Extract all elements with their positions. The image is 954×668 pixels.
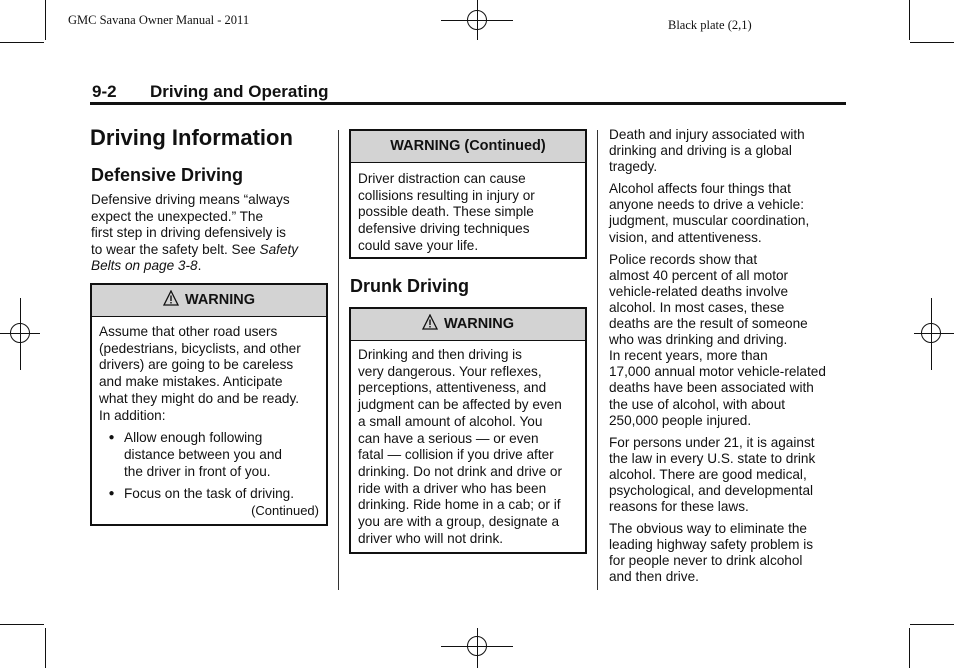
crop-mark (0, 42, 44, 43)
crop-mark (910, 42, 954, 43)
crop-mark (0, 624, 44, 625)
section-title: Driving and Operating (150, 82, 329, 101)
warning-box-drunk: WARNING Drinking and then driving is very dangerous. Your reflexes, perceptions, attentiveness, and judgment can be affected by even a small amount of alcohol. You can have a serious — or even fatal — collision if you drive after drinking. Do not drink and drive or ride with a driver who has been drinking. Ride home in a cab; or if you are with a group, designate a driver who will not drink. (349, 307, 587, 554)
page-title: Driving Information (90, 125, 293, 150)
plate-label: Black plate (2,1) (668, 18, 752, 32)
crop-mark (909, 628, 910, 668)
manual-title: GMC Savana Owner Manual - 2011 (68, 13, 250, 27)
warning-continued-header: WARNING (Continued) (351, 131, 585, 163)
warning-box-defensive: WARNING Assume that other road users (pedestrians, bicyclists, and other drivers) are going to be careless and make mistakes. Anticipate what they might do and be ready. In addition: ● Allow enough following distance between you and the driver in front of you. ● Focus on the task of driving. (Continued) (90, 283, 328, 526)
list-item: ● Focus on the task of driving. (108, 486, 295, 502)
paragraph: Death and injury associated with drinking and driving is a global tragedy. (609, 127, 805, 175)
warning-header: WARNING (92, 285, 326, 317)
crop-mark (910, 624, 954, 625)
warning-icon (163, 290, 179, 306)
page-number: 9-2 (92, 82, 117, 101)
crop-mark (45, 628, 46, 668)
continued-label: (Continued) (251, 503, 319, 519)
column-divider (597, 130, 598, 590)
safety-belts-reference-cont[interactable]: Belts on page 3-8 (91, 258, 198, 273)
warning-icon (422, 314, 438, 330)
column-divider (338, 130, 339, 590)
paragraph: For persons under 21, it is against the law in every U.S. state to drink alcohol. There are good medical, psychological, and developmental reasons for these laws. (609, 434, 816, 515)
paragraph: The obvious way to eliminate the leading highway safety problem is for people never to drink alcohol and then drive. (609, 521, 814, 585)
heading-defensive-driving: Defensive Driving (91, 165, 244, 185)
warning-continued-box: WARNING (Continued) Driver distraction can cause collisions resulting in injury or possible death. These simple defensive driving techniques could save your life. (349, 129, 587, 259)
drunk-driving-text (609, 127, 849, 592)
heading-drunk-driving: Drunk Driving (350, 276, 470, 296)
crop-mark (45, 0, 46, 40)
list-item: ● Allow enough following distance between you and the driver in front of you. (108, 430, 282, 479)
warning-header: WARNING (351, 309, 585, 341)
crop-mark (909, 0, 910, 40)
paragraph: Police records show that almost 40 percent of all motor vehicle-related deaths involve alcohol. In most cases, these deaths are the result of someone who was drinking and driving. In recent years, more than 17,000 annual motor vehicle-related deaths have been associated with the use of alcohol, with about 250,000 people injured. (609, 251, 826, 428)
paragraph: Alcohol affects four things that anyone needs to drive a vehicle: judgment, muscular coordination, vision, and attentiveness. (609, 181, 810, 245)
defensive-driving-text: Defensive driving means “always expect the unexpected.” The first step in driving defensively is to wear the safety belt. See Safety Belts on page 3-8. (91, 192, 299, 273)
section-rule (90, 102, 846, 105)
safety-belts-reference[interactable]: Safety (259, 241, 299, 257)
